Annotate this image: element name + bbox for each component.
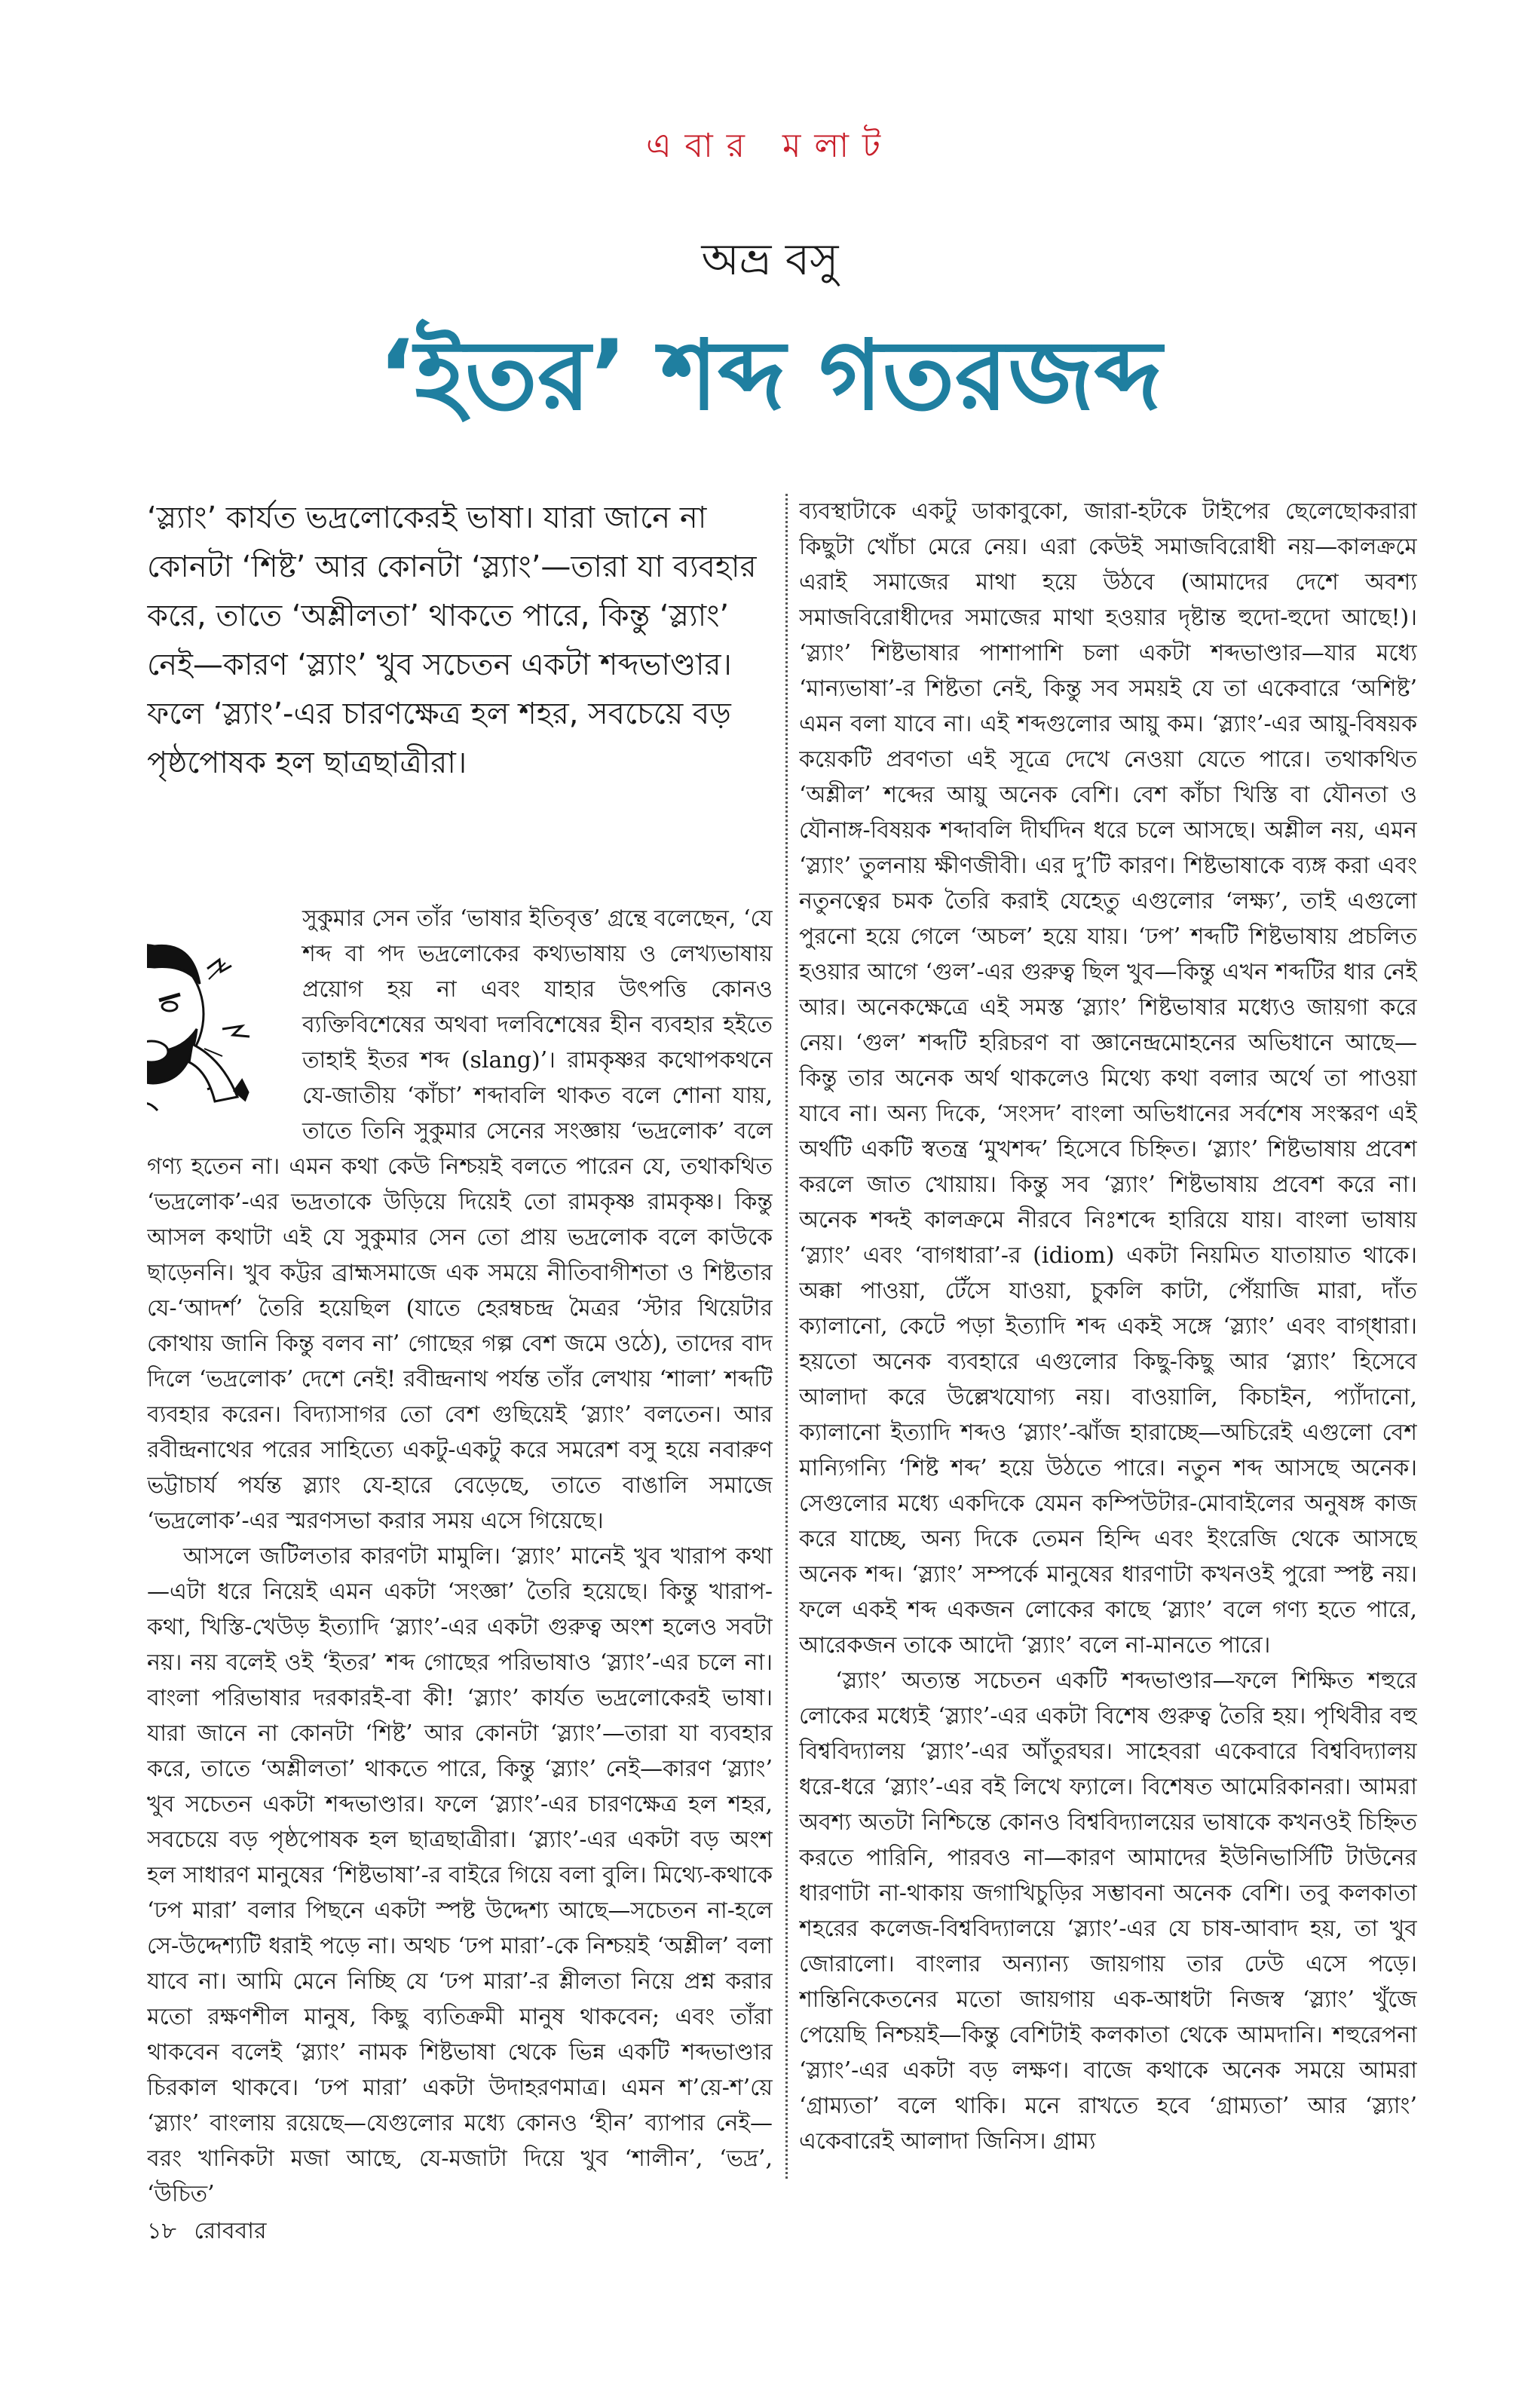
right-paragraph-1: ব্যবস্থাটাকে একটু ডাকাবুকো, জারা-হটকে টাইপের ছেলেছোকরারা কিছুটা খোঁচা মেরে নেয়। এরা কেউই সমাজবিরোধী নয়—কালক্রমে এরাই সমাজের মাথা হয়ে উঠবে (আমাদের দেশে অবশ্য সমাজবিরোধীদের সমাজের মাথা হওয়ার দৃষ্টান্ত হুদো-হুদো আছে!)। ‘স্ল্যাং’ শিষ্টভাষার পাশাপাশি চলা একটা শব্দভাণ্ডার—যার মধ্যে ‘মান্যভাষা’-র শিষ্টতা নেই, কিন্তু সব সময়ই যে তা একেবারে ‘অশিষ্ট’ এমন বলা যাবে না। এই শব্দগুলোর আয়ু কম। ‘স্ল্যাং’-এর আয়ু-বিষয়ক কয়েকটি প্রবণতা এই সূত্রে দেখে নেওয়া যেতে পারে। তথাকথিত ‘অশ্লীল’ শব্দের আয়ু অনেক বেশি। বেশ কাঁচা খিস্তি বা যৌনতা ও যৌনাঙ্গ-বিষয়ক শব্দাবলি দীর্ঘদিন ধরে চলে আসছে। অশ্লীল নয়, এমন ‘স্ল্যাং’ তুলনায় ক্ষীণজীবী। এর দু’টি কারণ। শিষ্টভাষাকে ব্যঙ্গ করা এবং নতুনত্বের চমক তৈরি করাই যেহেতু এগুলোর ‘লক্ষ্য’, তাই এগুলো পুরনো হয়ে গেলে ‘অচল’ হয়ে যায়। ‘ঢপ’ শব্দটি শিষ্টভাষায় প্রচলিত হওয়ার আগে ‘গুল’-এর গুরুত্ব ছিল খুব—কিন্তু এখন শব্দটির ধার নেই আর। অনেকক্ষেত্রে এই সমস্ত ‘স্ল্যাং’ শিষ্টভাষার মধ্যেও জায়গা করে নেয়। ‘গুল’ শব্দটি হরিচরণ বা জ্ঞানেন্দ্রমোহনের অভিধানে আছে—কিন্তু তার অনেক অর্থ থাকলেও মিথ্যে কথা বলার অর্থে তা পাওয়া যাবে না। অন্য দিকে, ‘সংসদ’ বাংলা অভিধানের সর্বশেষ সংস্করণ এই অর্থটি একটি স্বতন্ত্র ‘মুখশব্দ’ হিসেবে চিহ্নিত। ‘স্ল্যাং’ শিষ্টভাষায় প্রবেশ করলে জাত খোয়ায়। কিন্তু সব ‘স্ল্যাং’ শিষ্টভাষায় প্রবেশ করে না। অনেক শব্দই কালক্রমে নীরবে নিঃশব্দে হারিয়ে যায়। বাংলা ভাষায় ‘স্ল্যাং’ এবং ‘বাগধারা’-র (idiom) একটা নিয়মিত যাতায়াত থাকে। অক্কা পাওয়া, টেঁসে যাওয়া, চুকলি কাটা, পেঁয়াজি মারা, দাঁত ক্যালানো, কেটে পড়া ইত্যাদি শব্দ একই সঙ্গে ‘স্ল্যাং’ এবং বাগ্‌ধারা। হয়তো অনেক ব্যবহারে এগুলোর কিছু-কিছু আর ‘স্ল্যাং’ হিসেবে আলাদা করে উল্লেখযোগ্য নয়। বাওয়ালি, কিচাইন, প্যাঁদানো, ক্যালানো ইত্যাদি শব্দও ‘স্ল্যাং’-ঝাঁজ হারাচ্ছে—অচিরেই এগুলো বেশ মান্যিগন্যি ‘শিষ্ট শব্দ’ হয়ে উঠতে পারে। নতুন শব্দ আসছে অনেক। সেগুলোর মধ্যে একদিকে যেমন কম্পিউটার-মোবাইলের অনুষঙ্গ কাজ করে যাচ্ছে, অন্য দিকে তেমন হিন্দি এবং ইংরেজি থেকে আসছে অনেক শব্দ। ‘স্ল্যাং’ সম্পর্কে মানুষের ধারণাটা কখনওই পুরো স্পষ্ট নয়। ফলে একই শব্দ একজন লোকের কাছে ‘স্ল্যাং’ বলে গণ্য হতে পারে, আরেকজন তাকে আদৌ ‘স্ল্যাং’ বলে না-মানতে পারে। xyxy=(799,498,1417,1659)
left-paragraph-1: সুকুমার সেন তাঁর ‘ভাষার ইতিবৃত্ত’ গ্রন্থে বলেছেন, ‘যে শব্দ বা পদ ভদ্রলোকের কথ্যভাষায় ও লেখ্যভাষায় প্রয়োগ হয় না এবং যাহার উৎপত্তি কোনও ব্যক্তিবিশেষের অথবা দলবিশেষের হীন ব্যবহার হইতে তাহাই ইতর শব্দ (slang)’। রামকৃষ্ণর কথোপকথনে যে-জাতীয় ‘কাঁচা’ শব্দাবলি থাকত বলে শোনা যায়, তাতে তিনি সুকুমার সেনের সংজ্ঞায় ‘ভদ্রলোক’ বলে গণ্য হতেন না। এমন কথা কেউ নিশ্চয়ই বলতে পারেন যে, তথাকথিত ‘ভদ্রলোক’-এর ভদ্রতাকে উড়িয়ে দিয়েই তো রামকৃষ্ণ রামকৃষ্ণ। কিন্তু আসল কথাটা এই যে সুকুমার সেন তো প্রায় ভদ্রলোক বলে কাউকে ছাড়েননি। খুব কট্টর ব্রাহ্মসমাজে এক সময়ে নীতিবাগীশতা ও শিষ্টতার যে-‘আদর্শ’ তৈরি হয়েছিল (যাতে হেরম্বচন্দ্র মৈত্রর ‘স্টার থিয়েটার কোথায় জানি কিন্তু বলব না’ গোছের গল্প বেশ জমে ওঠে), তাদের বাদ দিলে ‘ভদ্রলোক’ দেশে নেই! রবীন্দ্রনাথ পর্যন্ত তাঁর লেখায় ‘শালা’ শব্দটি ব্যবহার করেন। বিদ্যাসাগর তো বেশ গুছিয়েই ‘স্ল্যাং’ বলতেন। আর রবীন্দ্রনাথের পরের সাহিত্যে একটু-একটু করে সমরেশ বসু হয়ে নবারুণ ভট্টাচার্য পর্যন্ত স্ল্যাং যে-হারে বেড়েছে, তাতে বাঙালি সমাজে ‘ভদ্রলোক’-এর স্মরণসভা করার সময় এসে গিয়েছে। xyxy=(147,905,773,1534)
left-column xyxy=(147,494,773,2386)
magazine-name: রোববার xyxy=(194,2218,267,2244)
author-name: অভ্র বসু xyxy=(701,234,839,285)
section-label: এবার মলাট xyxy=(646,127,894,165)
page-number: ১৮ xyxy=(147,2218,176,2244)
left-paragraph-2: আসলে জটিলতার কারণটা মামুলি। ‘স্ল্যাং’ মানেই খুব খারাপ কথা—এটা ধরে নিয়েই এমন একটা ‘সংজ্ঞা’ তৈরি হয়েছে। কিন্তু খারাপ-কথা, খিস্তি-খেউড় ইত্যাদি ‘স্ল্যাং’-এর একটা গুরুত্ব অংশ হলেও সবটা নয়। নয় বলেই ওই ‘ইতর’ শব্দ গোছের পরিভাষাও ‘স্ল্যাং’-এর চলে না। বাংলা পরিভাষার দরকারই-বা কী! ‘স্ল্যাং’ কার্যত ভদ্রলোকেরই ভাষা। যারা জানে না কোনটা ‘শিষ্ট’ আর কোনটা ‘স্ল্যাং’—তারা যা ব্যবহার করে, তাতে ‘অশ্লীলতা’ থাকতে পারে, কিন্তু ‘স্ল্যাং’ নেই—কারণ ‘স্ল্যাং’ খুব সচেতন একটা শব্দভাণ্ডার। ফলে ‘স্ল্যাং’-এর চারণক্ষেত্র হল শহর, সবচেয়ে বড় পৃষ্ঠপোষক হল ছাত্রছাত্রীরা। ‘স্ল্যাং’-এর একটা বড় অংশ হল সাধারণ মানুষের ‘শিষ্টভাষা’-র বাইরে গিয়ে বলা বুলি। মিথ্যে-কথাকে ‘ঢপ মারা’ বলার পিছনে একটা স্পষ্ট উদ্দেশ্য আছে—সচেতন না-হলে সে-উদ্দেশ্যটি ধরাই পড়ে না। অথচ ‘ঢপ মারা’-কে নিশ্চয়ই ‘অশ্লীল’ বলা যাবে না। আমি মেনে নিচ্ছি যে ‘ঢপ মারা’-র শ্লীলতা নিয়ে প্রশ্ন করার মতো রক্ষণশীল মানুষ, কিছু ব্যতিক্রমী মানুষ থাকবেন; এবং তাঁরা থাকবেন বলেই ‘স্ল্যাং’ নামক শিষ্টভাষা থেকে ভিন্ন একটি শব্দভাণ্ডার চিরকাল থাকবে। ‘ঢপ মারা’ একটা উদাহরণমাত্র। এমন শ’য়ে-শ’য়ে ‘স্ল্যাং’ বাংলায় রয়েছে—যেগুলোর মধ্যে কোনও ‘হীন’ ব্যাপার নেই—বরং খানিকটা মজা আছে, যে-মজাটা দিয়ে খুব ‘শালীন’, ‘ভদ্র’, ‘উচিত’ xyxy=(147,1543,773,2207)
column-divider xyxy=(785,494,788,2179)
right-column xyxy=(799,494,1417,2179)
left-column-body xyxy=(147,901,773,2386)
article-title: ‘ইতর’ শব্দ গতরজব্দ xyxy=(378,320,1162,432)
angry-man-illustration xyxy=(147,901,290,1135)
page-footer xyxy=(147,2213,277,2251)
pull-quote: ‘স্ল্যাং’ কার্যত ভদ্রলোকেরই ভাষা। যারা জানে না কোনটা ‘শিষ্ট’ আর কোনটা ‘স্ল্যাং’—তারা যা ব্যবহার করে, তাতে ‘অশ্লীলতা’ থাকতে পারে, কিন্তু ‘স্ল্যাং’ নেই—কারণ ‘স্ল্যাং’ খুব সচেতন একটা শব্দভাণ্ডার। ফলে ‘স্ল্যাং’-এর চারণক্ষেত্র হল শহর, সবচেয়ে বড় পৃষ্ঠপোষক হল ছাত্রছাত্রীরা। xyxy=(147,501,757,780)
right-paragraph-2: ‘স্ল্যাং’ অত্যন্ত সচেতন একটি শব্দভাণ্ডার—ফলে শিক্ষিত শহুরে লোকের মধ্যেই ‘স্ল্যাং’-এর একটা বিশেষ গুরুত্ব তৈরি হয়। পৃথিবীর বহু বিশ্ববিদ্যালয় ‘স্ল্যাং’-এর আঁতুরঘর। সাহেবরা একেবারে বিশ্ববিদ্যালয় ধরে-ধরে ‘স্ল্যাং’-এর বই লিখে ফ্যালে। বিশেষত আমেরিকানরা। আমরা অবশ্য অতটা নিশ্চিন্তে কোনও বিশ্ববিদ্যালয়ের ভাষাকে কখনওই চিহ্নিত করতে পারিনি, পারবও না—কারণ আমাদের ইউনিভার্সিটি টাউনের ধারণাটা না-থাকায় জগাখিচুড়ির সম্ভাবনা অনেক বেশি। তবু কলকাতা শহরের কলেজ-বিশ্ববিদ্যালয়ে ‘স্ল্যাং’-এর যে চাষ-আবাদ হয়, তা খুব জোরালো। বাংলার অন্যান্য জায়গায় তার ঢেউ এসে পড়ে। শান্তিনিকেতনের মতো জায়গায় এক-আধটা নিজস্ব ‘স্ল্যাং’ খুঁজে পেয়েছি নিশ্চয়ই—কিন্তু বেশিটাই কলকাতা থেকে আমদানি। শহুরেপনা ‘স্ল্যাং’-এর একটা বড় লক্ষণ। বাজে কথাকে অনেক সময়ে আমরা ‘গ্রাম্যতা’ বলে থাকি। মনে রাখতে হবে ‘গ্রাম্যতা’ আর ‘স্ল্যাং’ একেবারেই আলাদা জিনিস। গ্রাম্য xyxy=(799,1668,1417,2155)
right-column-body xyxy=(799,494,1417,2179)
